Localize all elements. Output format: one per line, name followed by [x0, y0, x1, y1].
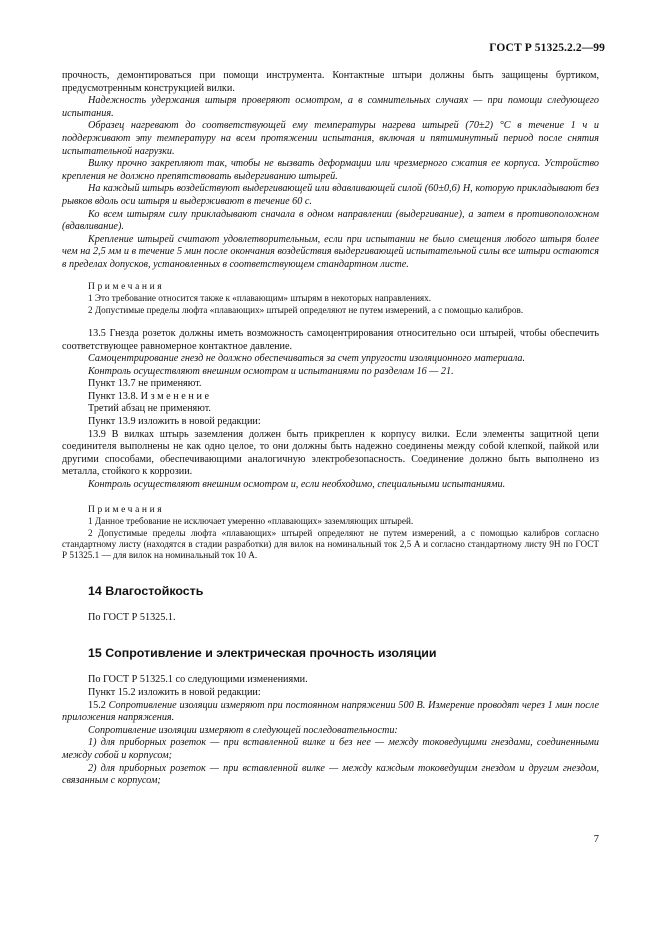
note-item: 1 Данное требование не исключает умеренно «плавающих» заземляющих штырей.: [88, 516, 414, 527]
paragraph: Третий абзац не применяют.: [88, 403, 211, 415]
paragraph: По ГОСТ Р 51325.1 со следующими изменениями.: [88, 674, 308, 686]
paragraph: На каждый штырь воздействуют выдергивающей или вдавливающей силой (60±0,6) Н, которую прикладывают без рывков вдоль оси штыря и выдерживают в течение 60 с.: [62, 183, 599, 207]
clause-number: 15.2: [88, 699, 109, 711]
paragraph: 13.9 В вилках штырь заземления должен быть прикреплен к корпусу вилки. Если элементы защитной цепи соединителя выполнены не как одно целое, то они должны быть надежно соединены между собой клепкой, пайкой или другими способами, обеспечивающими аналогичную электробезопасность. Соединение должно быть выполнено из металла, стойкого к коррозии.: [62, 428, 599, 478]
spacer: [62, 272, 599, 281]
paragraph: [62, 700, 599, 725]
clause-text: Сопротивление изоляции измеряют при постоянном напряжении 500 В. Измерение проводят через 1 мин после приложения напряжения.: [62, 699, 600, 724]
paragraph: 1) для приборных розеток — при вставленной вилке и без нее — между токоведущими гнездами, соединенными между собой и корпусом;: [62, 737, 599, 761]
spacer: [62, 316, 599, 328]
paragraph: Крепление штырей считают удовлетворительным, если при испытании не было смещения любого штыря более чем на 2,5 мм и в течение 5 мин после окончания воздействия выдергивающей испытательной силы все штыри остаются в пределах допусков, установленных в соответствующем стандартном листе.: [62, 233, 599, 270]
note-item: 2 Допустимые пределы люфта «плавающих» штырей определяют не путем измерений, а с помощью калибров согласно стандартному листу (находятся в стадии разработки) для вилок на номинальный ток 2,5 А и согласно стандартному листу 9Н по ГОСТ Р 51325.1 — для вилок на номинальный ток 10 А.: [62, 527, 599, 561]
paragraph: Сопротивление изоляции измеряют в следующей последовательности:: [88, 724, 398, 736]
paragraph: Пункт 13.9 изложить в новой редакции:: [88, 416, 261, 428]
spacer: [62, 660, 599, 674]
note-item: 1 Это требование относится также к «плавающим» штырям в некоторых направлениях.: [88, 293, 432, 304]
paragraph: Вилку прочно закрепляют так, чтобы не вызвать деформации или чрезмерного сжатия ее корпуса. Устройство крепления не должно препятствовать выдергиванию штырей.: [62, 158, 599, 182]
paragraph: 2) для приборных розеток — при вставленной вилке — между каждым токоведущим гнездом и другим гнездом, связанным с корпусом;: [62, 762, 599, 787]
paragraph: По ГОСТ Р 51325.1.: [88, 611, 176, 623]
change-label: Изменение: [140, 390, 212, 402]
spacer: [62, 624, 599, 646]
paragraph: [62, 391, 599, 404]
paragraph: Пункт 15.2 изложить в новой редакции:: [88, 687, 261, 699]
section-heading-14: 14 Влагостойкость: [88, 583, 204, 598]
section-heading-15: 15 Сопротивление и электрическая прочность изоляции: [88, 646, 437, 661]
paragraph: Самоцентрирование гнезд не должно обеспечиваться за счет упругости изоляционного материала.: [88, 353, 526, 365]
note-item: 2 Допустимые пределы люфта «плавающих» штырей определяют не путем измерений, а с помощью калибров.: [88, 304, 524, 315]
notes-title: Примечания: [88, 281, 165, 292]
paragraph: Контроль осуществляют внешним осмотром и, если необходимо, специальными испытаниями.: [88, 479, 506, 491]
paragraph: Контроль осуществляют внешним осмотром и испытаниями по разделам 16 — 21.: [88, 365, 454, 377]
notes-title: Примечания: [88, 504, 165, 515]
paragraph: Образец нагревают до соответствующей ему температуры нагрева штырей (70±2) °С в течение 1 ч и поддерживают эту температуру на всем протяжении испытания, включая и пятиминутный период после снятия испытательной нагрузки.: [62, 120, 599, 157]
paragraph: Надежность удержания штыря проверяют осмотром, а в сомнительных случаях — при помощи следующего испытания.: [62, 95, 599, 119]
page-number: 7: [593, 834, 599, 845]
clause-ref: Пункт 13.8.: [88, 390, 139, 402]
running-header: ГОСТ Р 51325.2.2—99: [489, 42, 605, 54]
spacer: [62, 562, 599, 584]
spacer: [62, 492, 599, 504]
paragraph: 13.5 Гнезда розеток должны иметь возможность самоцентрирования относительно оси штырей, чтобы обеспечить соответствующее равномерное контактное давление.: [62, 327, 599, 352]
paragraph: Ко всем штырям силу прикладывают сначала в одном направлении (выдергивание), а затем в противоположном (вдавливание).: [62, 208, 599, 233]
page-body: [62, 70, 599, 788]
spacer: [62, 598, 599, 612]
paragraph: прочность, демонтироваться при помощи инструмента. Контактные штыри должны быть защищены буртиком, предусмотренным конструкцией вилки.: [62, 70, 599, 94]
paragraph: Пункт 13.7 не применяют.: [88, 378, 202, 390]
